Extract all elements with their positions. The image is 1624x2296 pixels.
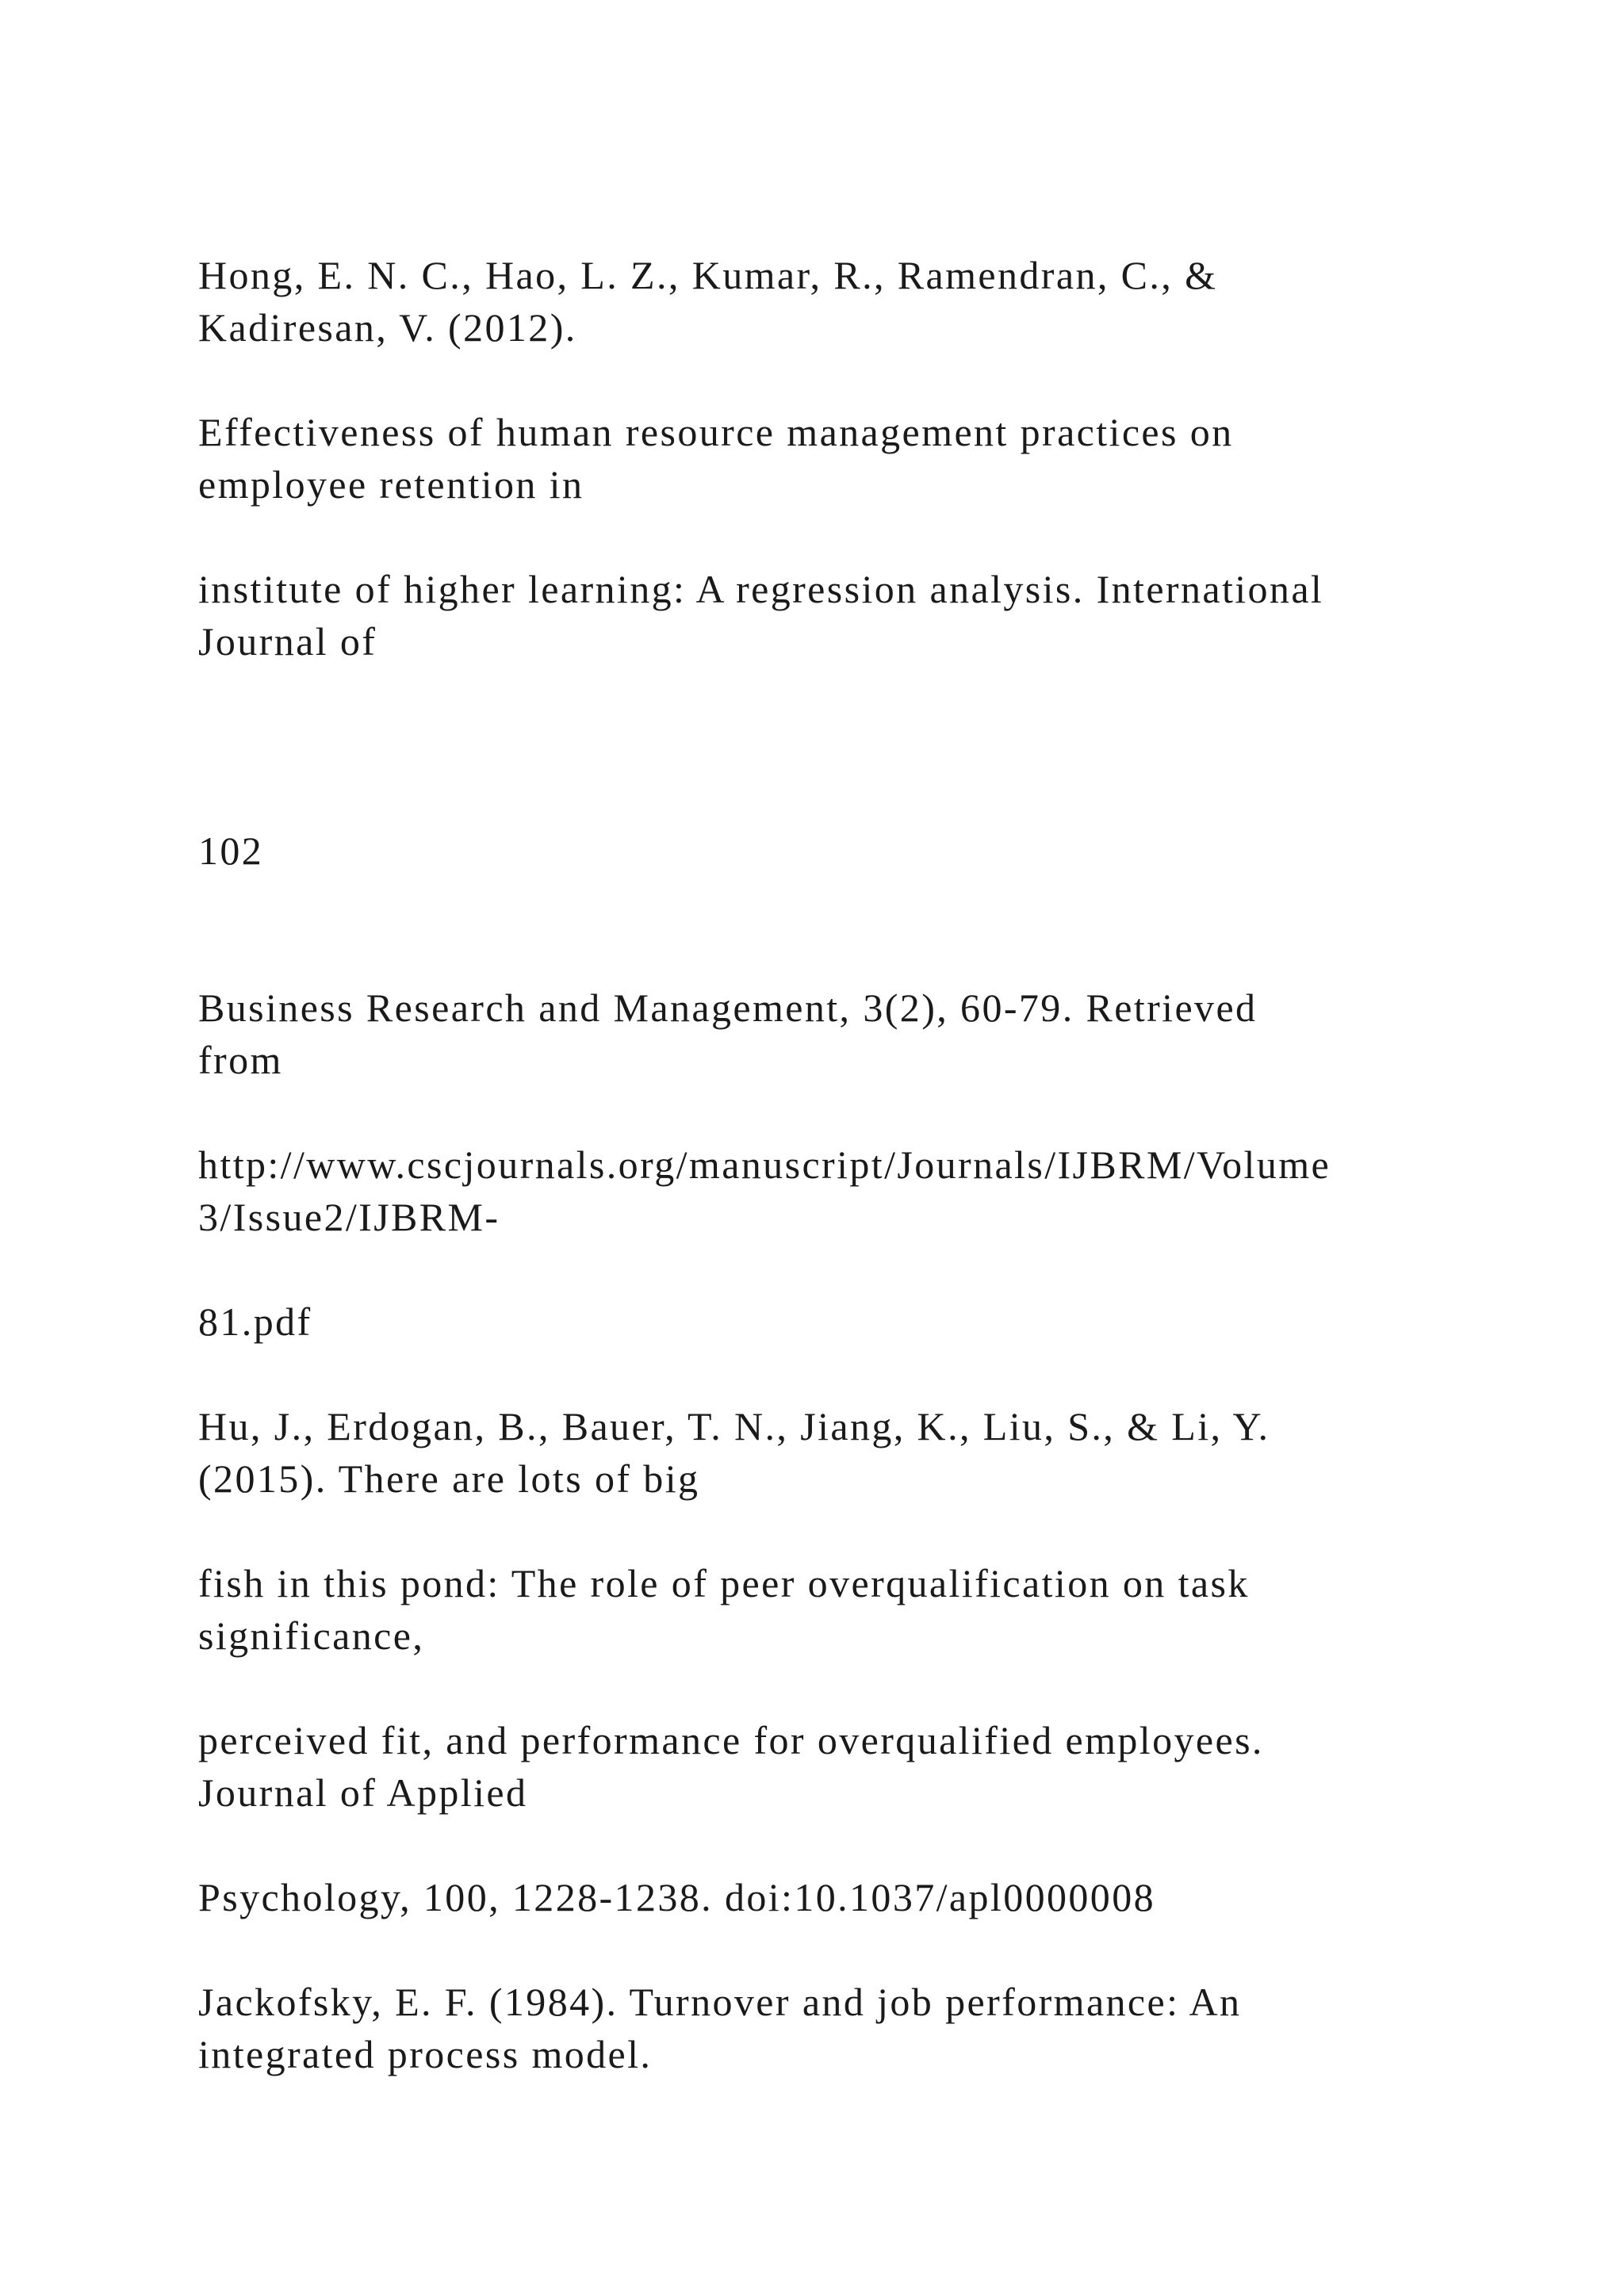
reference-hu-line-7: Psychology, 100, 1228-1238. doi:10.1037/apl0000008 [198,1875,1156,1919]
reference-hong-url-line-3: 81.pdf [198,1299,312,1344]
reference-hong-line-1: Hong, E. N. C., Hao, L. Z., Kumar, R., Ramendran, C., & [198,253,1218,297]
page-number: 102 [198,828,264,873]
reference-hong-line-2: Kadiresan, V. (2012). [198,305,577,350]
reference-hu-line-5: perceived fit, and performance for overqualified employees. [198,1718,1264,1762]
reference-hu-line-3: fish in this pond: The role of peer overqualification on task [198,1561,1250,1605]
reference-hong-url-line-1: http://www.cscjournals.org/manuscript/Journals/IJBRM/Volume [198,1142,1331,1187]
reference-hu-line-1: Hu, J., Erdogan, B., Bauer, T. N., Jiang, K., Liu, S., & Li, Y. [198,1404,1270,1448]
reference-hong-line-8: from [198,1038,283,1082]
reference-jackofsky-line-2: integrated process model. [198,2032,653,2076]
reference-hu-line-6: Journal of Applied [198,1770,528,1815]
reference-hong-line-4: employee retention in [198,462,584,507]
reference-hong-line-6: Journal of [198,619,377,664]
reference-hong-line-7: Business Research and Management, 3(2), 60-79. Retrieved [198,985,1258,1030]
reference-hong-url-line-2: 3/Issue2/IJBRM- [198,1195,500,1239]
reference-hu-line-2: (2015). There are lots of big [198,1456,700,1501]
reference-hu-line-4: significance, [198,1613,425,1658]
reference-hong-line-5: institute of higher learning: A regression analysis. International [198,567,1324,611]
reference-jackofsky-line-1: Jackofsky, E. F. (1984). Turnover and job performance: An [198,1980,1242,2024]
reference-hong-line-3: Effectiveness of human resource management practices on [198,410,1234,454]
